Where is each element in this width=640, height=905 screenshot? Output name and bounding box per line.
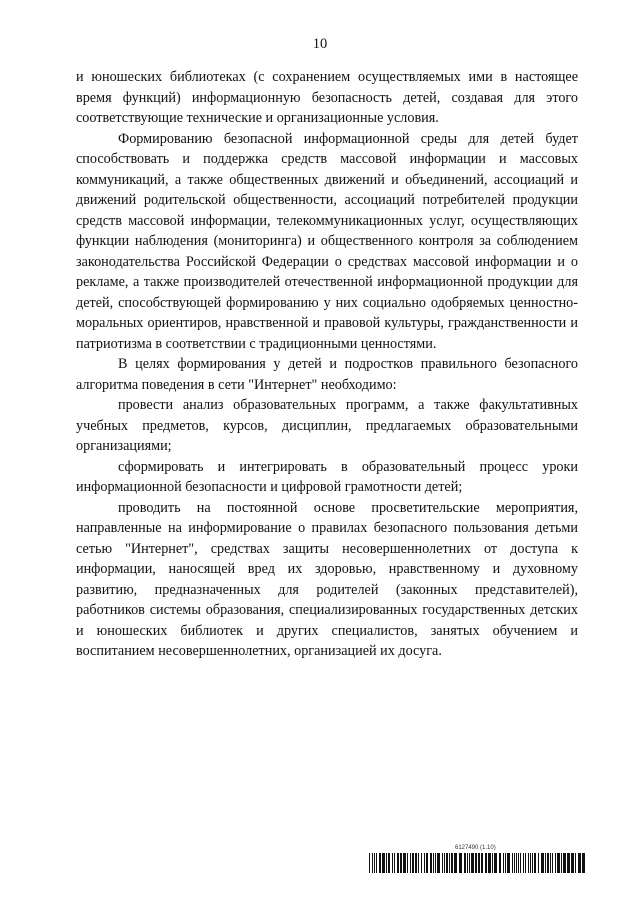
- paragraph-5: сформировать и интегрировать в образовательный процесс уроки информационной безопасности и цифровой грамотности детей;: [76, 458, 578, 495]
- document-body: [76, 67, 578, 662]
- paragraph-6: проводить на постоянной основе просветительские мероприятия, направленные на информирование о правилах безопасного пользования детьми сетью "Интернет", средствах защиты несовершеннолетних от доступа к информации, наносящей вред их здоровью, нравственному и духовному развитию, предназначенных для родителей (законных представителей), работников системы образования, специализированных государственных детских и юношеских библиотек и других специалистов, занятых обучением и воспитанием несовершеннолетних, организацией их досуга.: [76, 499, 578, 659]
- paragraph-2: Формированию безопасной информационной среды для детей будет способствовать и поддержка средств массовой информации и массовых коммуникаций, а также общественных движений и объединений, ассоциаций и движений родительской общественности, ассоциаций потребителей продукции средств массовой информации, телекоммуникационных услуг, осуществляющих функции наблюдения (мониторинга) и общественного контроля за соблюдением законодательства Российской Федерации о средствах массовой информации и о рекламе, а также производителей отечественной информационной продукции для детей, способствующей формированию у них социально одобряемых ценностно-моральных ориентиров, нравственной и правовой культуры, гражданственности и патриотизма в соответствии с традиционными ценностями.: [76, 130, 578, 352]
- barcode-icon: [369, 853, 587, 873]
- page-number: 10: [312, 36, 328, 52]
- paragraph-4: провести анализ образовательных программ, а также факультативных учебных предметов, курсов, дисциплин, предлагаемых образовательными организациями;: [76, 397, 578, 454]
- document-code: 6127490 (1.10): [455, 845, 496, 851]
- paragraph-1: и юношеских библиотеках (с сохранением осуществляемых ими в настоящее время функций) информационную безопасность детей, создавая для этого соответствующие технические и организационные условия.: [76, 69, 578, 126]
- paragraph-3: В целях формирования у детей и подростков правильного безопасного алгоритма поведения в сети "Интернет" необходимо:: [76, 356, 578, 393]
